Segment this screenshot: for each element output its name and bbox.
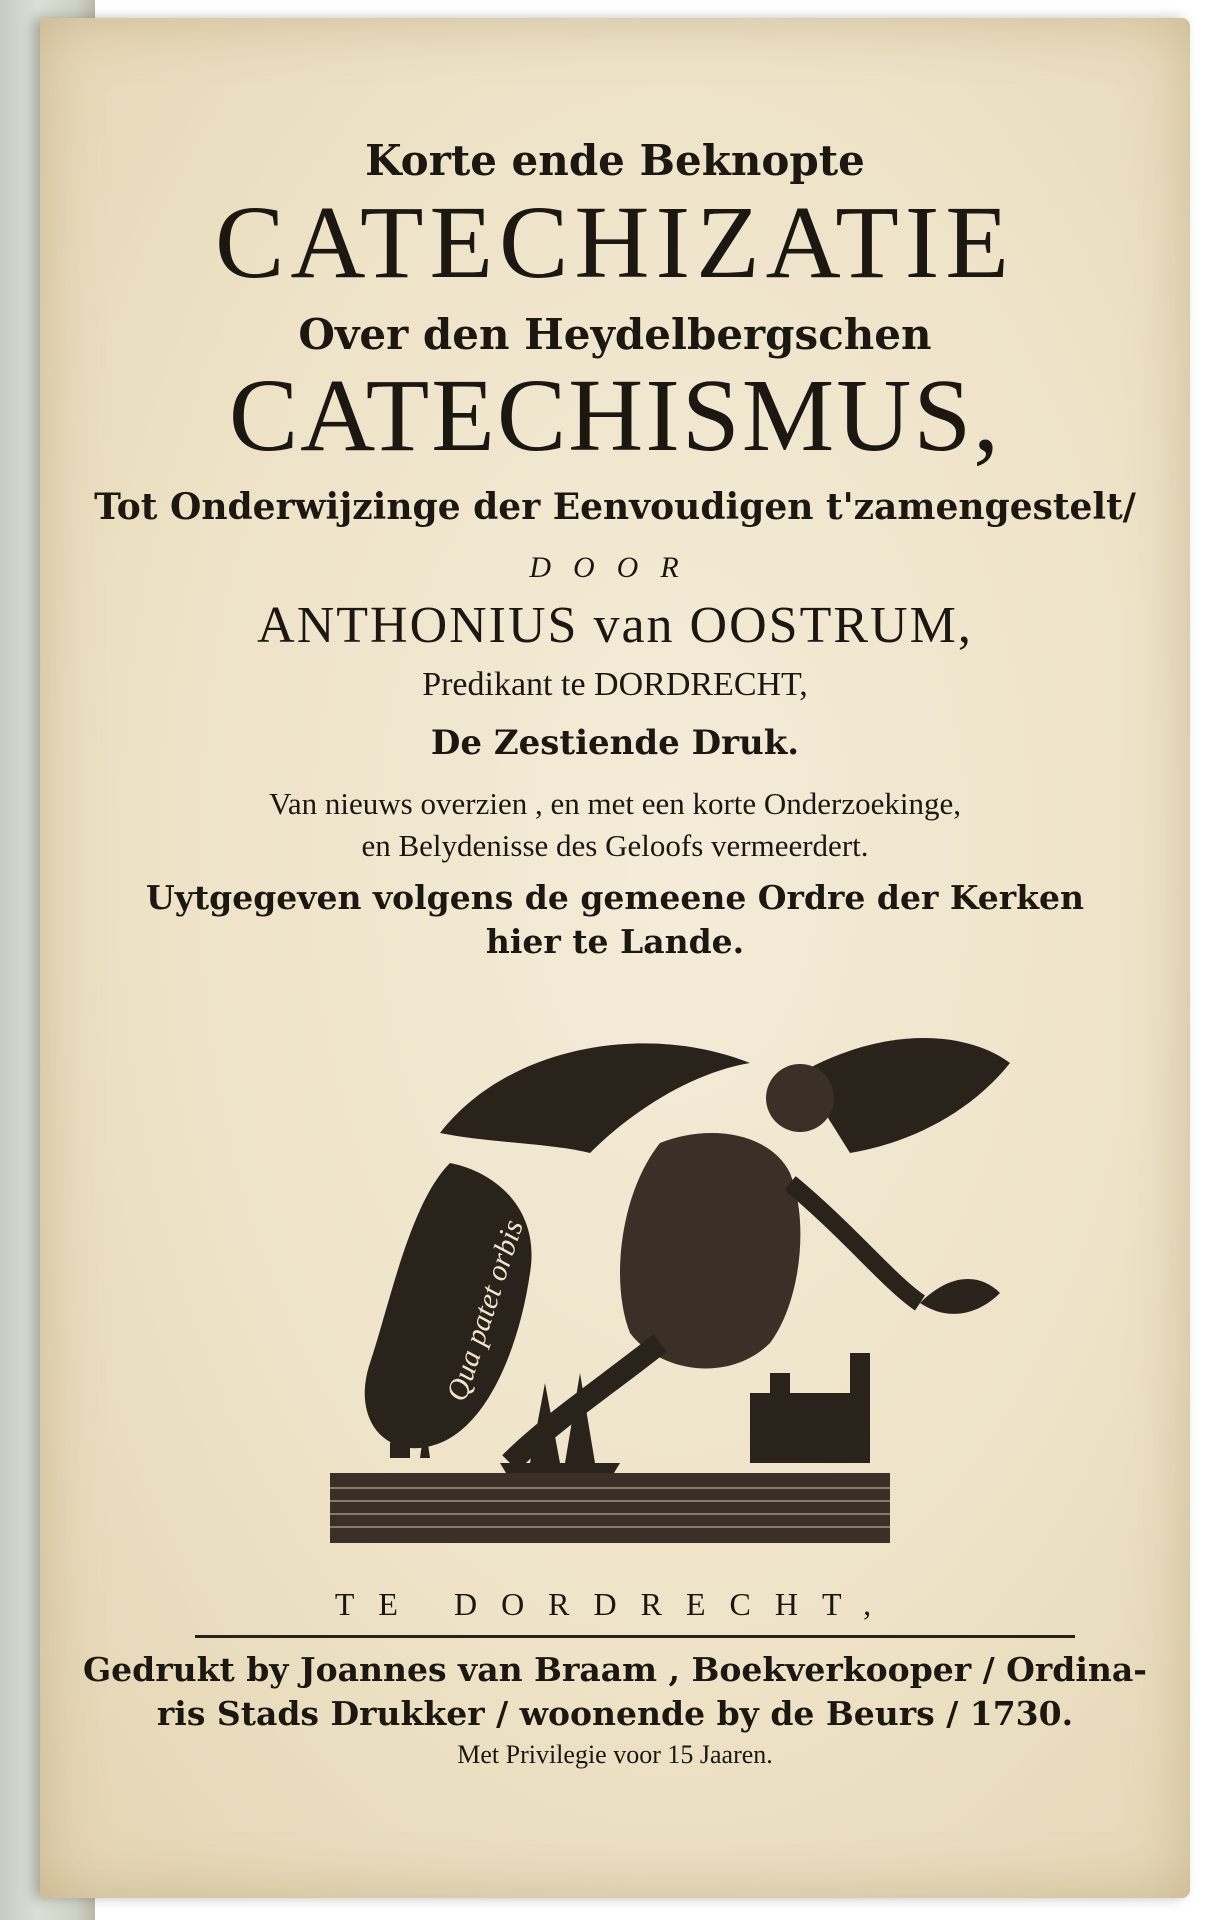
title-page [40, 18, 1190, 1898]
title-catechizatie: CATECHIZATIE [215, 185, 1015, 300]
published-note-line1: Uytgegeven volgens de gemeene Ordre der Kerken [145, 878, 1085, 917]
privilege-note: Met Privilegie voor 15 Jaaren. [457, 1740, 773, 1769]
author-role: Predikant te DORDRECHT, [422, 666, 808, 703]
imprint-place: TE DORDRECHT, [334, 1586, 896, 1622]
author-name: ANTHONIUS van OOSTRUM, [257, 597, 973, 654]
title-line-korte: Korte ende Beknopte [365, 136, 865, 185]
figure-arm [790, 1183, 920, 1303]
figure-robe [620, 1133, 800, 1368]
imprint-printer-line1: Gedrukt by Joannes van Braam , Boekverkooper / Ordina- [83, 1650, 1147, 1689]
revision-note-line2: en Belydenisse des Geloofs vermeerdert. [361, 828, 869, 863]
imprint-rule [195, 1635, 1075, 1638]
sea-hatching [330, 1473, 890, 1543]
revision-note-line1: Van nieuws overzien , en met een korte Onderzoekinge, [268, 786, 962, 821]
published-note-line2: hier te Lande. [485, 922, 745, 961]
motto-scroll [365, 1163, 532, 1448]
door-label: DOOR [529, 551, 701, 584]
title-catechismus: CATECHISMUS, [228, 358, 1002, 473]
title-line-over: Over den Heydelbergschen [298, 310, 932, 359]
imprint-printer-line2: ris Stads Drukker / woonende by de Beurs / 1730. [156, 1694, 1074, 1733]
motto-text: Qua patet orbis [440, 1215, 530, 1406]
edition-note: De Zestiende Druk. [430, 723, 800, 763]
subtitle-onderwijzinge: Tot Onderwijzinge der Eenvoudigen t'zamengestelt/ [94, 486, 1136, 528]
town-icon [750, 1353, 870, 1463]
woodcut-illustration [330, 1003, 1090, 1563]
figure-head [766, 1064, 834, 1132]
laurel-wreath-icon [920, 1279, 1000, 1314]
